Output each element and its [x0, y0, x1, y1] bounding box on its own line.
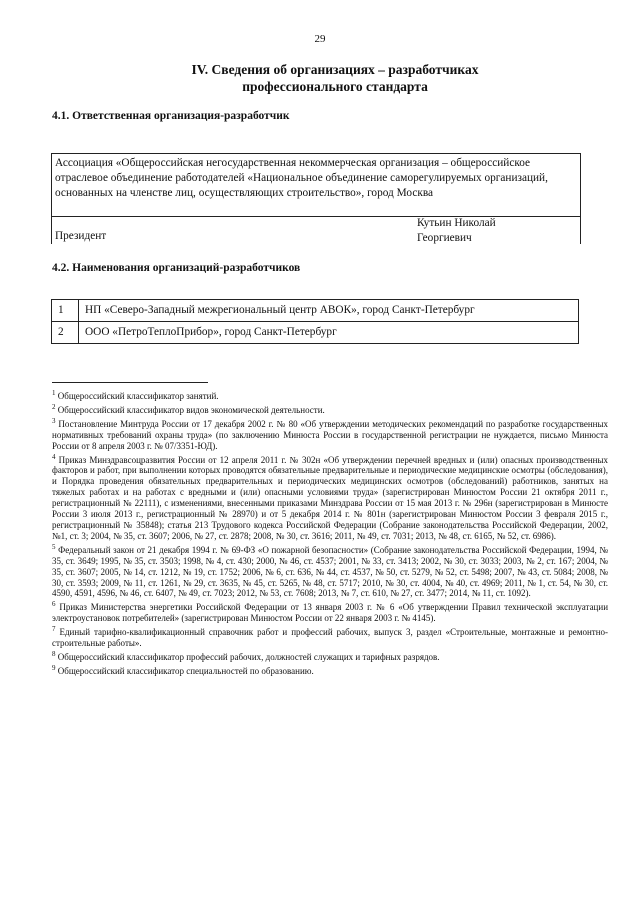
signer-name-line2: Георгиевич — [417, 232, 472, 244]
footnote-mark: 2 — [52, 402, 56, 411]
footnote-mark: 1 — [52, 389, 56, 397]
footnote-text: Приказ Минздравсоцразвития России от 12 апреля 2011 г. № 302н «Об утверждении перечней вредных и (или) опасных производственных факторов и работ, при выполнении которых проводятся обязательные предварительные и периодические медицинские осмотры (обследования), и Порядка проведения обязательных предварительных и периодических медицинских осмотров (обследований) работников, занятых на тяжелых работах и на работах с вредными и (или) опасными условиями труда» (зарегистрирован Минюстом России 21 октября 2011 г., регистрационный № 22111), с изменениями, внесенными приказами Минздрава России от 15 мая 2013 г. № 296н (зарегистрирован в Минюсте России 3 июля 2013 г., регистрационный № 28970) и от 5 декабря 2014 г. № 801н (зарегистрирован Минюстом России 3 февраля 2015 г., регистрационный № 35848); статья 213 Трудового кодекса Российской Федерации (Собрание законодательства Российской Федерации, 2002, №1, ст. 3; 2004, № 35, ст. 3607; 2006, № 27, ст. 2878; 2008, № 30, ст. 3616; 2011, № 49, ст. 7031; 2013, № 48, ст. 6165, № 52, ст. 6986). — [52, 454, 608, 541]
footnote-mark: 6 — [52, 600, 56, 609]
footnotes — [52, 388, 608, 677]
section-title — [150, 61, 520, 95]
footnote — [52, 624, 608, 649]
page-number: 29 — [314, 33, 326, 45]
section-title-line2: профессионального стандарта — [242, 79, 428, 94]
footnote-mark: 7 — [52, 625, 56, 634]
footnote-text: Общероссийский классификатор профессий рабочих, должностей служащих и тарифных разрядов. — [57, 651, 440, 662]
footnote-mark: 3 — [52, 416, 56, 425]
footnote-mark: 8 — [52, 649, 56, 658]
footnote — [52, 388, 608, 402]
developers-heading: 4.2. Наименования организаций-разработчиков — [52, 262, 301, 274]
footnote-text: Общероссийский классификатор специальностей по образованию. — [57, 665, 314, 676]
footnote-text: Федеральный закон от 21 декабря 1994 г. № 69-ФЗ «О пожарной безопасности» (Собрание законодательства Российской Федерации, 1994, № 35, ст. 3649; 1995, № 35, ст. 3503; 1998, № 4, ст. 430; 2000, № 46, ст. 4537; 2001, № 33, ст. 3413; 2002, № 30, ст. 3033; 2003, № 2, ст. 167; 2004, № 35, ст. 3607; 2005, № 14, ст. 1212, № 19, ст. 1752; 2006, № 6, ст. 636, № 44, ст. 4537, № 50, ст. 5279, № 52, ст. 5498; 2007, № 43, ст. 5084; 2008, № 30, ст. 3593; 2009, № 11, ст. 1261, № 29, ст. 3635, № 45, ст. 5265, № 48, ст. 5717; 2010, № 30, ст. 4004, № 40, ст. 4969; 2011, № 1, ст. 54, № 30, ст. 4590, 4591, 4596, № 46, ст. 6407, № 49, ст. 7023; 2012, № 53, ст. 7608; 2013, № 7, ст. 610, № 27, ст. 3477; 2014, № 11, ст. 1092). — [52, 544, 609, 599]
footnote-text: Единый тарифно-квалификационный справочник работ и профессий рабочих, выпуск 3, раздел «Строительные, монтажные и ремонтно-строительные работы». — [52, 627, 609, 649]
table-row — [52, 300, 579, 322]
footnote — [52, 402, 608, 416]
footnote-text: Общероссийский классификатор видов экономической деятельности. — [57, 404, 325, 415]
footnote-text: Постановление Минтруда России от 17 декабря 2002 г. № 80 «Об утверждении методических рекомендаций по разработке государственных нормативных требований охраны труда» (по заключению Минюста России в государственной регистрации не нуждается, письмо Минюста России от 8 апреля 2003 г. № 07/3351-ЮД). — [52, 418, 609, 451]
developers-table — [51, 299, 579, 344]
footnote-text: Приказ Министерства энергетики Российской Федерации от 13 января 2003 г. № 6 «Об утверждении Правил технической эксплуатации электроустановок потребителей» (зарегистрирован Минюстом России от 22 января 2003 г. № 4145). — [52, 602, 609, 624]
developer-name: НП «Северо-Западный межрегиональный центр АВОК», город Санкт-Петербург — [79, 300, 579, 322]
footnote-mark: 5 — [52, 542, 56, 551]
responsible-org-name: Ассоциация «Общероссийская негосударственная некоммерческая организация – общероссийское отраслевое объединение работодателей «Национальное объединение саморегулируемых организаций, основанных на членстве лиц, осуществляющих строительство», город Москва — [55, 157, 548, 199]
table-row — [52, 322, 579, 344]
signer-role: Президент — [55, 230, 107, 242]
row-number: 1 — [52, 300, 79, 322]
footnote — [52, 649, 608, 663]
footnote-separator — [52, 382, 208, 383]
footnote — [52, 542, 608, 600]
section-title-line1: IV. Сведения об организациях – разработчиках — [191, 62, 479, 77]
footnote-mark: 9 — [52, 663, 56, 672]
signer-name-line1: Кутьин Николай — [417, 217, 496, 229]
org-box-divider — [52, 216, 580, 217]
footnote — [52, 663, 608, 677]
footnote — [52, 416, 608, 452]
developer-name: ООО «ПетроТеплоПрибор», город Санкт-Петербург — [79, 322, 579, 344]
footnote-mark: 4 — [52, 452, 56, 461]
responsible-org-heading: 4.1. Ответственная организация-разработчик — [52, 110, 290, 122]
footnote — [52, 599, 608, 624]
footnote — [52, 452, 608, 542]
responsible-org-box — [51, 153, 581, 244]
row-number: 2 — [52, 322, 79, 344]
footnote-text: Общероссийский классификатор занятий. — [57, 391, 219, 401]
signer-name — [417, 216, 496, 246]
